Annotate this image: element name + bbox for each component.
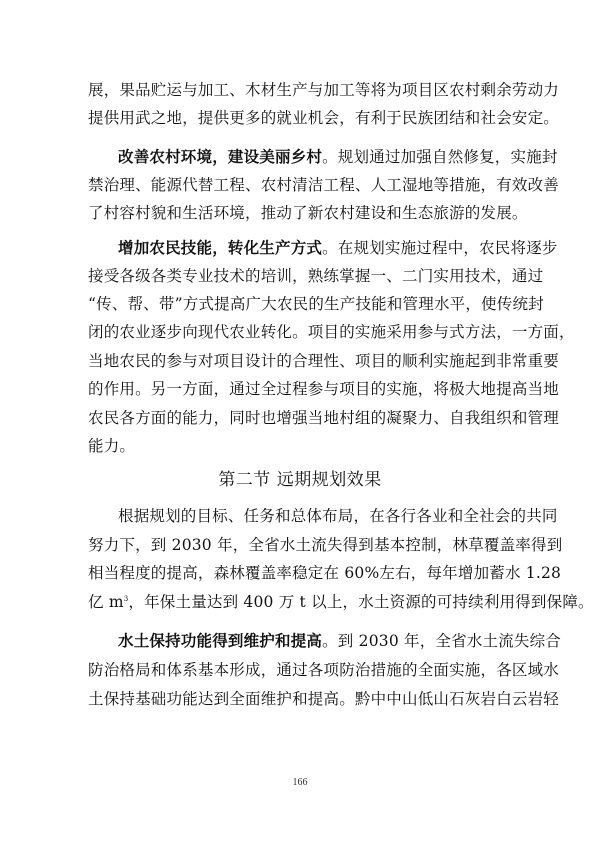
- paragraph-3-line-1: [118, 237, 558, 259]
- paragraph-2-line-2: 禁治理、能源代替工程、农村清洁工程、人工湿地等措施，有效改善: [88, 176, 560, 194]
- paragraph-5-line-1: [118, 630, 562, 652]
- paragraph-2-first-rest: 。规划通过加强自然修复，实施封: [322, 148, 558, 166]
- paragraph-5-lead: 水土保持功能得到维护和提高: [118, 631, 323, 650]
- paragraph-2-line-3: 了村容村貌和生活环境，推动了新农村建设和生态旅游的发展。: [88, 204, 528, 222]
- paragraph-3-line-7: 农民各方面的能力，同时也增强当地村组的凝聚力、自我组织和管理: [88, 409, 560, 427]
- paragraph-4-line-3: 相当程度的提高，森林覆盖率稳定在 60%左右，每年增加蓄水 1.28: [88, 564, 562, 582]
- paragraph-5-first-rest: 。到 2030 年，全省水土流失综合: [322, 632, 562, 650]
- paragraph-3-line-2: 接受各级各类专业技术的培训，熟练掌握一、二门实用技术，通过: [88, 267, 544, 285]
- paragraph-5-line-3: 土保持基础功能达到全面维护和提高。黔中中山低山石灰岩白云岩轻: [88, 690, 560, 708]
- page-number: 166: [292, 777, 308, 788]
- paragraph-3-line-8: 能力。: [88, 437, 136, 455]
- paragraph-4-last-b: ，年保土量达到 400 万 t 以上，水土资源的可持续利用得到保障。: [128, 593, 594, 611]
- paragraph-1-line-1: 展，果品贮运与加工、木材生产与加工等将为项目区农村剩余劳动力: [88, 81, 560, 99]
- superscript-3: 3: [123, 594, 129, 603]
- paragraph-4-line-2: 努力下，到 2030 年，全省水土流失得到基本控制，林草覆盖率得到: [88, 536, 563, 554]
- paragraph-1-line-2: 提供用武之地，提供更多的就业机会，有利于民族团结和社会安定。: [88, 109, 560, 127]
- paragraph-3-first-rest: 。在规划实施过程中，农民将逐步: [322, 239, 558, 257]
- paragraph-4-line-1: 根据规划的目标、任务和总体布局，在各行各业和全社会的共同: [118, 507, 558, 525]
- paragraph-4-line-4: [88, 591, 594, 613]
- paragraph-3-line-6: 的作用。另一方面，通过全过程参与项目的实施，将极大地提高当地: [88, 380, 560, 398]
- paragraph-3-line-4: 闭的农业逐步向现代农业转化。项目的实施采用参与式方法，一方面，: [88, 323, 575, 341]
- paragraph-2-line-1: [118, 146, 558, 168]
- paragraph-5-line-2: 防治格局和体系基本形成，通过各项防治措施的全面实施，各区域水: [88, 661, 560, 679]
- section-heading: 第二节 远期规划效果: [218, 470, 382, 490]
- paragraph-3-line-5: 当地农民的参与对项目设计的合理性、项目的顺利实施起到非常重要: [88, 352, 560, 370]
- paragraph-4-last-a: 亿 m: [88, 593, 124, 611]
- paragraph-3-lead: 增加农民技能，转化生产方式: [118, 238, 323, 257]
- paragraph-2-lead: 改善农村环境，建设美丽乡村: [118, 147, 323, 166]
- paragraph-3-line-3: “传、帮、带”方式提高广大农民的生产技能和管理水平，使传统封: [88, 295, 544, 313]
